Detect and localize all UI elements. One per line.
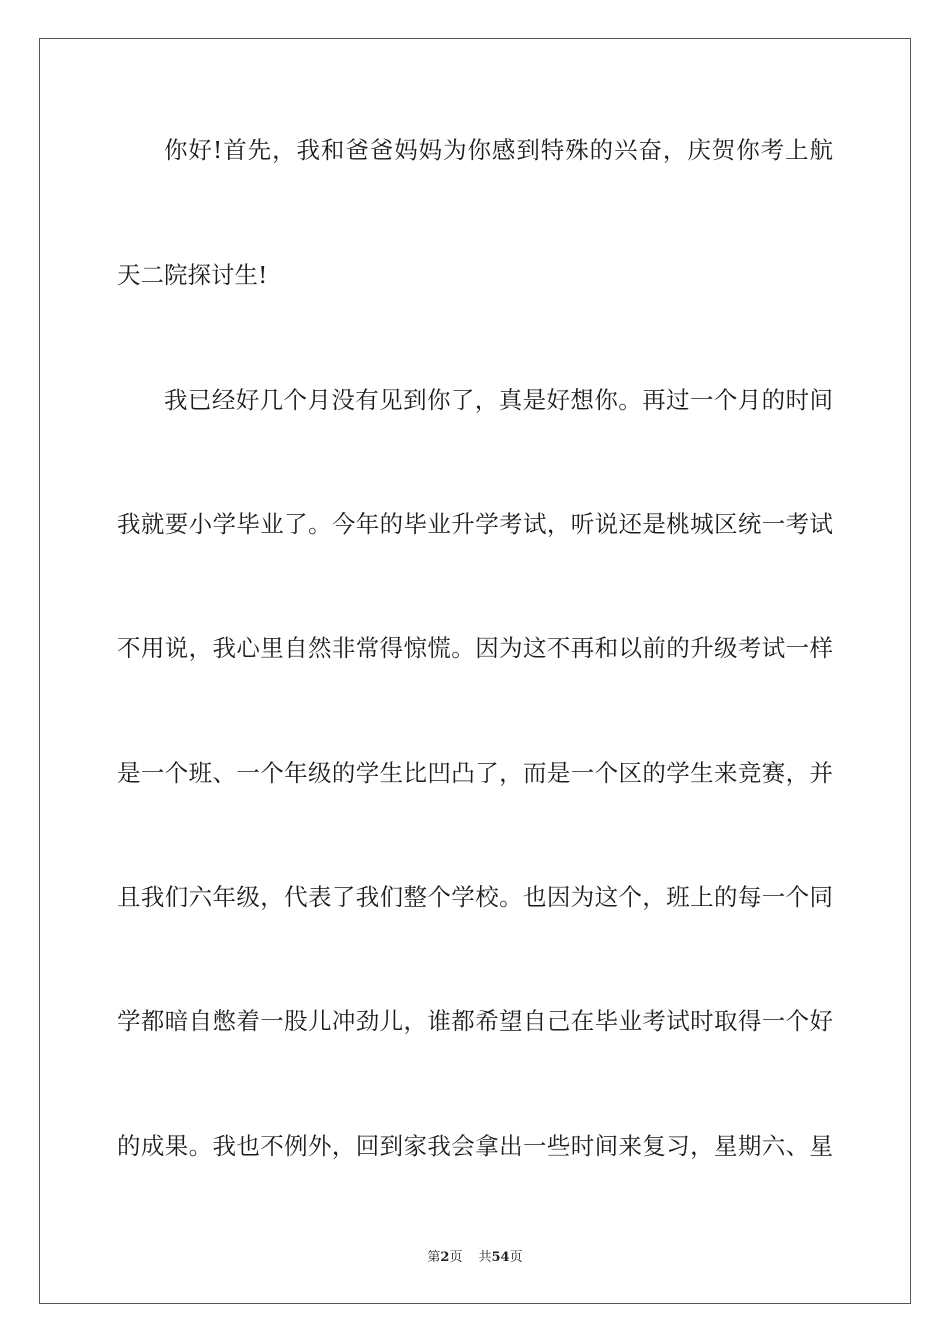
- page-frame: [39, 38, 911, 1304]
- paragraph-2-line-3: 不用说，我心里自然非常得惊慌。因为这不再和以前的升级考试一样: [117, 634, 833, 662]
- paragraph-1-line-1: 你好!首先，我和爸爸妈妈为你感到特殊的兴奋，庆贺你考上航: [164, 136, 833, 164]
- paragraph-2-line-4: 是一个班、一个年级的学生比凹凸了，而是一个区的学生来竞赛，并: [117, 759, 833, 787]
- page-prefix: 第: [427, 1250, 441, 1265]
- paragraph-2-line-7: 的成果。我也不例外，回到家我会拿出一些时间来复习，星期六、星: [117, 1132, 833, 1160]
- total-prefix: 共: [478, 1250, 492, 1265]
- total-suffix: 页: [509, 1250, 523, 1265]
- paragraph-2-line-1: 我已经好几个月没有见到你了，真是好想你。再过一个月的时间: [164, 386, 833, 414]
- page-number: 2: [440, 1250, 450, 1265]
- page-footer: [0, 1246, 950, 1265]
- paragraph-2-line-2: 我就要小学毕业了。今年的毕业升学考试，听说还是桃城区统一考试: [117, 510, 833, 538]
- total-pages: 54: [491, 1250, 510, 1265]
- page-suffix: 页: [449, 1250, 463, 1265]
- paragraph-2-line-5: 且我们六年级，代表了我们整个学校。也因为这个，班上的每一个同: [117, 883, 833, 911]
- paragraph-2-line-6: 学都暗自憋着一股儿冲劲儿，谁都希望自己在毕业考试时取得一个好: [117, 1007, 833, 1035]
- paragraph-1-line-2: 天二院探讨生!: [117, 261, 268, 289]
